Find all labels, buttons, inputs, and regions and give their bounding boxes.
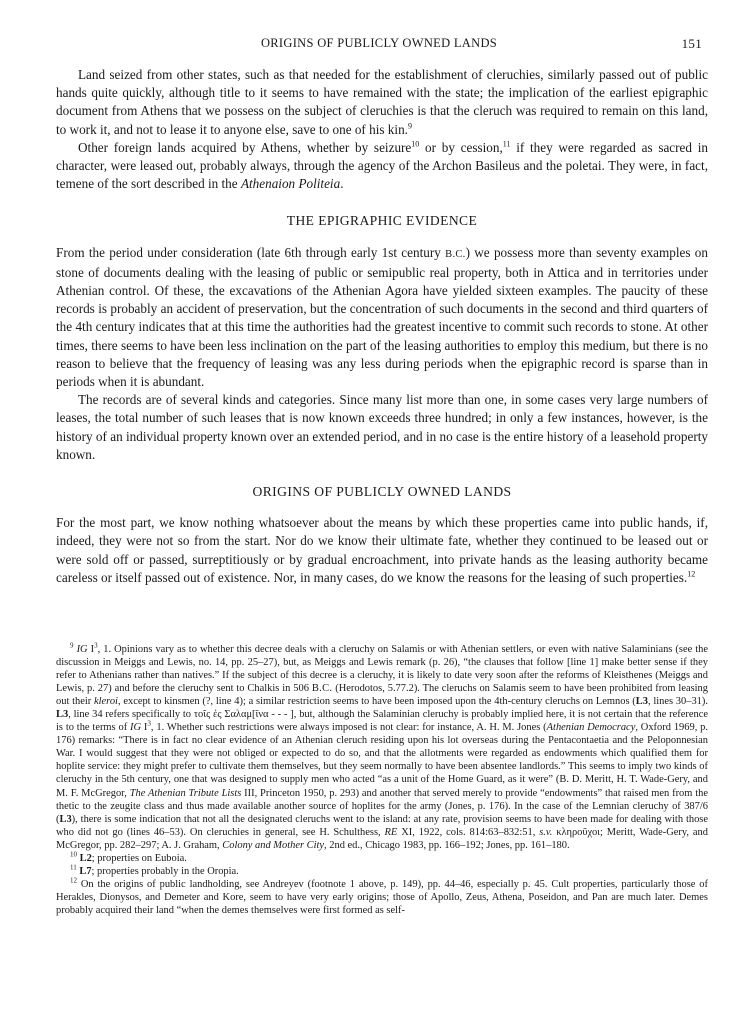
footnote xyxy=(56,878,708,917)
abbrev: s.v. xyxy=(539,826,553,838)
footnote-text: (Herodotos, 5.77.2). The cleruchs on Salamis seem to have been prohibited from leasing out their xyxy=(56,683,708,708)
italic-title: Athenaion Politeia xyxy=(240,176,341,192)
footnote-text: XI, 1922, cols. 814:63–832:51, xyxy=(397,826,540,838)
footnote xyxy=(56,865,708,878)
paragraph-text: or by cession, xyxy=(419,139,503,155)
inscription-ref: L2 xyxy=(79,852,92,864)
era-abbrev: B.C. xyxy=(445,248,466,260)
inscription-ref: L3 xyxy=(635,696,648,708)
footnote-ref: 11 xyxy=(502,139,511,149)
footnote-text: , 2nd ed., Chicago 1983, pp. 166–192; Jones, pp. 161–180. xyxy=(324,839,570,851)
paragraph-text: From the period under consideration (late 6th through early 1st century xyxy=(56,244,446,260)
section-heading: ORIGINS OF PUBLICLY OWNED LANDS xyxy=(252,484,512,500)
abbrev: IG xyxy=(130,722,142,734)
footnote-text: On the origins of public landholding, see Andreyev (footnote 1 above, p. 149), pp. 44–46, especially p. 45. Cult properties, particularly those of Herakles, Dionysos, and Demeter and Kore, seem to have very early origins; those of Apollo, Zeus, Athena, Poseidon, and Pan are much later. Demes probably acquired their land “when the demes themselves were first formed as self- xyxy=(56,878,708,916)
footnote-text: , 1. Opinions vary as to whether this decree deals with a cleruchy on Salamis or with Athenian settlers, or even with native Salaminians (see the discussion in Meiggs and Lewis, no. 14, pp. 25–27), but, as Meiggs and Lewis remark (p. 26), “the clauses that follow [line 1] make better sense if they refer to Athenians rather than natives.” If the subject of this decree is a cleruchy, it is likely to date very soon after the reforms of Kleisthenes (Meiggs and Lewis, p. 27) and before the cleruchy sent to Chalkis in 506 xyxy=(56,644,709,695)
footnote-text: ), there is some indication that not all the designated cleruchs went to the island: at any rate, provision seems to have been made for dealing with those who did not go (lines 46–53). On cleruchies in general, see H. Schulthess, xyxy=(56,813,708,838)
footnote-text: , 1. Whether such restrictions were always imposed is not clear: for instance, A. H. M. Jones ( xyxy=(150,722,547,734)
footnote-text: , lines 30–31). xyxy=(647,696,708,708)
italic-title: Colony and Mother City xyxy=(222,839,325,851)
footnote-text: κληροῦχοι; Meritt, Wade-Gery, and McGregor, pp. 282–297; A. J. Graham, xyxy=(56,826,708,851)
footnote-number: 12 xyxy=(70,876,77,885)
abbrev: RE xyxy=(384,826,398,838)
paragraph-text: Other foreign lands acquired by Athens, whether by seizure xyxy=(78,139,412,155)
italic-title: Athenian Democracy xyxy=(546,722,636,734)
footnote-ref: 12 xyxy=(687,569,696,579)
section-heading: THE EPIGRAPHIC EVIDENCE xyxy=(286,213,478,229)
footnote-ref: 9 xyxy=(407,121,412,131)
paragraph-text: For the most part, we know nothing whatsoever about the means by which these properties came into public hands, if, indeed, they were not so from the start. Nor do we know their ultimate fate, whether they continued to be leased out or were sold off or passed, surreptitiously or by gradual encroachment, into private hands as the leasing authority became careless or itself passed out of existence. Nor, in many cases, do we know the reasons for the leasing of such properties. xyxy=(56,515,708,585)
paragraph xyxy=(56,244,708,392)
footnote-number: 10 xyxy=(70,850,77,859)
footnote-number: 11 xyxy=(70,863,77,872)
abbrev: IG xyxy=(76,644,88,655)
footnote-text: ; properties probably in the Oropia. xyxy=(91,865,239,877)
superscript: 3 xyxy=(147,719,151,728)
superscript: 3 xyxy=(94,641,98,650)
italic-word: kleroi xyxy=(94,696,118,708)
footnotes xyxy=(56,643,708,917)
paragraph-text: if they were regarded as sacred in character, were leased out, probably always, through the agency of the Archon Basileus and the poletai. They were, in fact, temene of the sort described in the xyxy=(56,139,708,192)
footnote-text: ; properties on Euboia. xyxy=(91,852,187,864)
era-abbrev: B.C. xyxy=(311,683,333,695)
footnote-text: , Oxford 1969, p. 176) remarks: “There is in fact no clear evidence of an Athenian cleruch residing upon his lot overseas during the Pentacontaetia and the Peloponnesian War. I would suggest that they were not obliged or expected to do so, and that the allotments were regarded as endowments which qualified them for hoplite service: they might prefer to cultivate them themselves, but they seem normally to have been absentee landlords.” This seems to imply two kinds of cleruchy in the 5th century, one that was designed to supply men who acted “as a unit of the Home Guard, as it were” (B. D. Meritt, H. T. Wade-Gery, and M. F. McGregor, xyxy=(56,722,708,799)
footnote xyxy=(56,852,708,865)
running-head xyxy=(56,36,702,54)
paragraph-text: Land seized from other states, such as that needed for the establishment of cleruchies, similarly passed out of public hands quite quickly, although title to it seems to have remained with the state; the implication of the earliest epigraphic document from Athens that we possess on the subject of cleruchies is that the cleruch was required to remain on this land, to work it, and not to lease it to anyone else, save to one of his kin. xyxy=(56,67,708,137)
footnote: $^9$ IG $I^3$, 1. Opinions vary as to whether this decree deals with a cleruchy on Salamis or with Athenian settlers, or even with native Salaminians (see the discussion in Meiggs and Lewis, no. 14, pp. 25–27), but, as Meiggs and Lewis remark (p. 26), “the clauses that follow [line 1] make better sense if they refer to Athenians rather than natives.” If the subject of this decree is a cleruchy, it is likely to date very soon after the reforms of Kleisthenes (Meiggs and Lewis, p. 27) and before the cleruchy sent to Chalkis in 506 B.C. (Herodotos, 5.77.2). The cleruchs on Salamis seem to have been prohibited from leasing out their kleroi, except to kinsmen (?, line 4); a similar restriction seems to have been imposed upon the 4th-century cleruchs on Lemnos (L3, lines 30–31). L3, line 34 refers specifically to τοῖς ἐς Σαλαμ[ῖνα - - - ], but, although the Salaminian cleruchy is probably implied here, it is not certain that the reference is to the terms of IG $I^3$, 1. Whether such restrictions were always imposed is not clear: for instance, A. H. M. Jones (Athenian Democracy, Oxford 1969, p. 176) remarks: “There is in fact no clear evidence of an Athenian cleruch residing upon his lot overseas during the Pentacontaetia and the Peloponnesian War. I would suggest that they were not obliged or expected to do so, and that the allotments were regarded as endowments which qualified them for hoplite service: they might prefer to cultivate them themselves, but they seem normally to have been absentee landlords.” This seems to imply two kinds of cleruchy in the 5th century, one that was designed to supply men who acted “as a unit of the Home Guard, as it were” (B. D. Meritt, H. T. Wade-Gery, and M. F. McGregor, The Athenian Tribute Lists III, Princeton 1950, p. 293) and another that served merely to provide “endowments” that raised men from the thetic to the zeugite class and thus made available another source of hoplites for the army (Jones, p. 176). In the case of the Lemnian cleruchy of 387/6 (L3), there is some indication that not all the designated cleruchs went to the island: at any rate, provision seems to have been made for dealing with those who did not go (lines 46–53). On cleruchies in general, see H. Schulthess, RE XI, 1922, cols. 814:63–832:51, s.v. κληροῦχοι; Meritt, Wade-Gery, and McGregor, pp. 282–297; A. J. Graham, Colony and Mother City, 2nd ed., Chicago 1983, pp. 166–192; Jones, pp. 161–180. xyxy=(56,641,709,851)
running-head-title: ORIGINS OF PUBLICLY OWNED LANDS xyxy=(260,36,498,50)
paragraph-text: The records are of several kinds and categories. Since many list more than one, in some cases very large numbers of leases, the total number of such leases that is now known exceeds three hundred; in only a few instances, however, is the history of an individual property known over an extended period, and in no case is the entire history of a leasehold property known. xyxy=(56,392,708,462)
paragraph xyxy=(56,391,708,464)
paragraph xyxy=(56,514,708,587)
italic-title: The Athenian Tribute Lists xyxy=(129,787,242,799)
inscription-ref: L7 xyxy=(79,865,92,877)
footnote-number: 9 xyxy=(70,641,74,650)
page-number: 151 xyxy=(681,36,702,51)
main-text xyxy=(56,66,708,587)
footnote-ref: 10 xyxy=(411,139,420,149)
paragraph-text: . xyxy=(340,176,344,192)
paragraph xyxy=(56,139,708,194)
inscription-ref: L3 xyxy=(56,709,69,721)
paragraph-text: ) we possess more than seventy examples on stone of documents dealing with the leasing of public or semipublic real property, both in Attica and in territories under Athenian control. Of these, the excavations of the Athenian Agora have yielded sixteen examples. The paucity of these records is probably an accident of preservation, but the concentration of such documents in the second and third quarters of the 4th century indicates that at this time the authorities had the greatest incentive to commit such records to stone. At other times, there seems to have been less inclination on the part of the leasing authorities to employ this medium, but there is no reason to believe that the frequency of leasing was any less during periods when the epigraphic record is sparse than in periods when it is abundant. xyxy=(56,244,708,390)
footnote-text: III, Princeton 1950, p. 293) and another that served merely to provide “endowments” that raised men from the thetic to the zeugite class and thus made available another source of hoplites for the army (Jones, p. 176). In the case of the Lemnian cleruchy of 387/6 ( xyxy=(56,787,708,825)
footnote-text: , except to kinsmen (?, line 4); a similar restriction seems to have been imposed upon the 4th-century cleruchs on Lemnos ( xyxy=(117,696,636,708)
paragraph xyxy=(56,66,708,139)
footnote-text: , line 34 refers specifically to τοῖς ἐς Σαλαμ[ῖνα - - - ], but, although the Salaminian cleruchy is probably implied here, it is not certain that the reference is to the terms of xyxy=(56,709,708,734)
inscription-ref: L3 xyxy=(59,813,72,825)
